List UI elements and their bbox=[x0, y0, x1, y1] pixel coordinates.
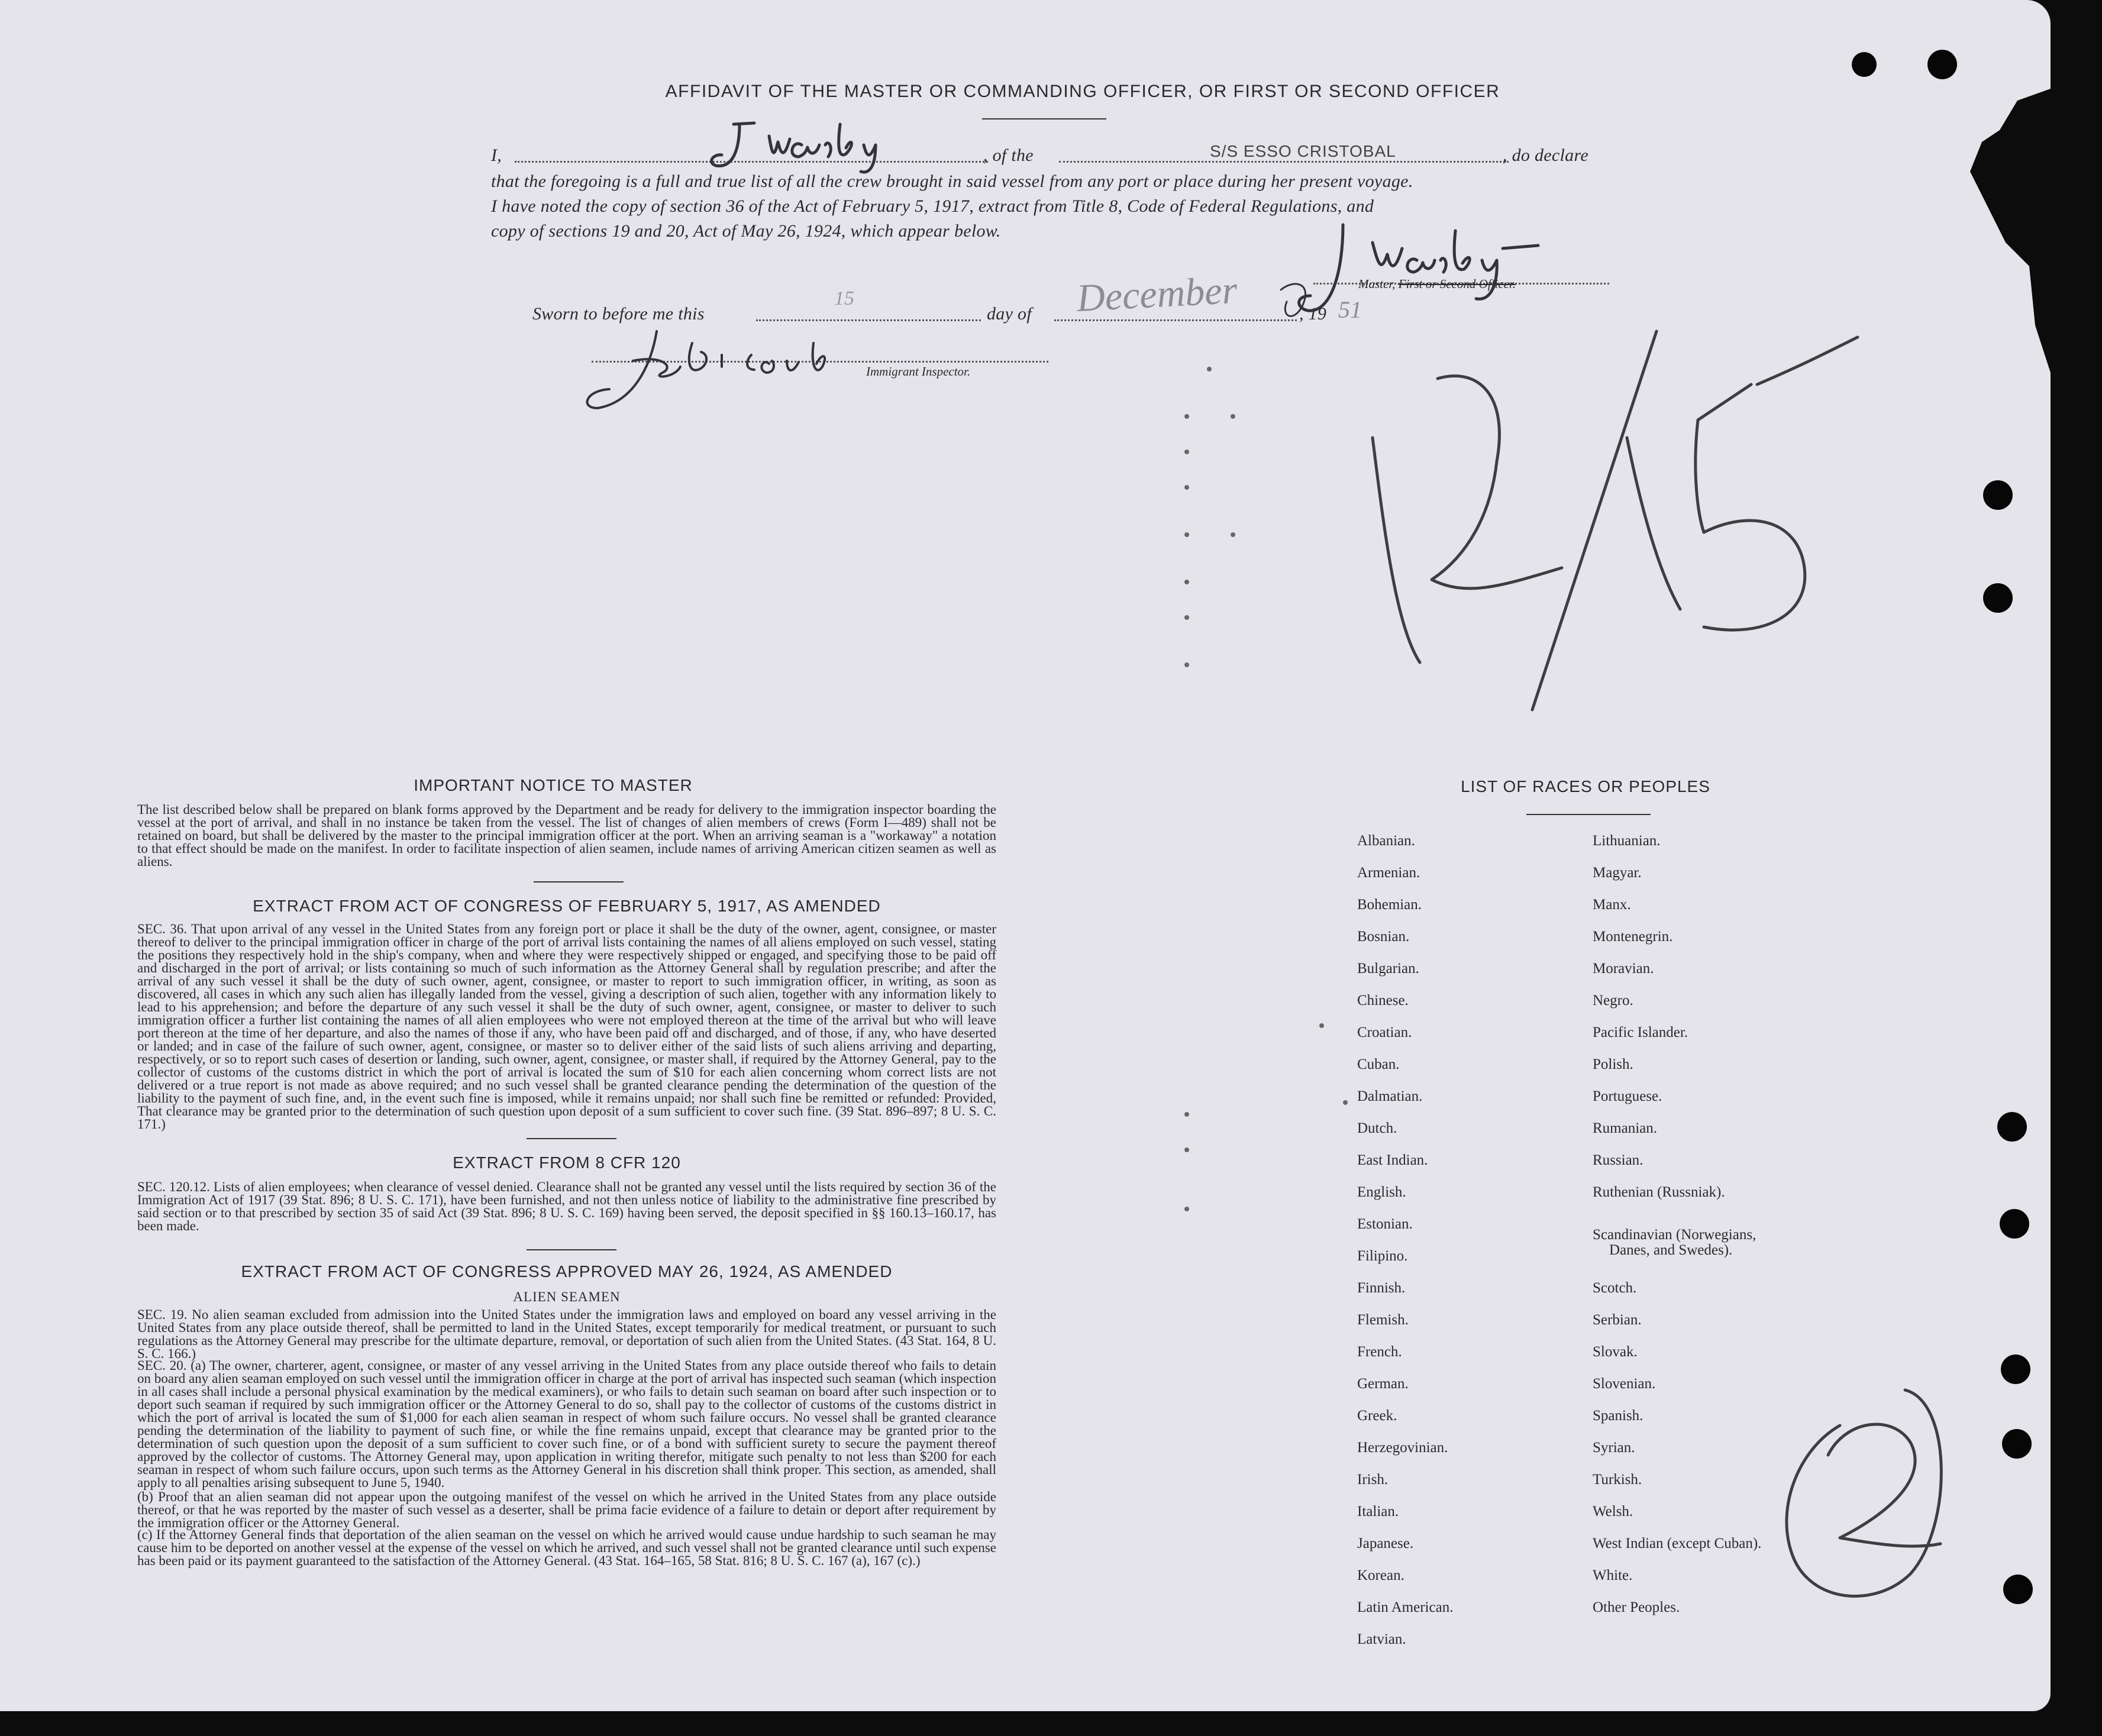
extract-1917-body: SEC. 36. That upon arrival of any vessel in the United States from any foreign port or place it shall be the duty of the owner, agent, consignee, or master thereof to deliver to the principal immigration officer in charge of the port of arrival lists containing the names of all aliens employed on such vessel, stating the positions they respectively hold in the ship's company, when and where they were respectively shipped or engaged, and specifying those to be paid off and discharged in the port of arrival; or lists containing so much of such information as the Attorney General shall by regulation prescribe; and after the arrival of any such vessel it shall be the duty of such owner, agent, consignee, or master to report to such immigration officer, in writing, as soon as discovered, all cases in which any such alien has illegally landed from the vessel, giving a description of such alien, together with any information likely to lead to his apprehension; and before the departure of any such vessel it shall be the duty of such owner, agent, consignee, or master to deliver to such immigration officer a further list containing the names of all alien employees who were not employed thereon at the time of the arrival but who will leave port thereon at the time of her departure, and also the names of those if any, who have been paid off and discharged, and of those, if any, who have deserted or landed; and in case of the failure of such owner, agent, consignee, or master so to deliver either of the said lists of such aliens arriving and departing, respectively, or so to report such cases of desertion or landing, such owner, agent, consignee, or master shall, if required by the Attorney General, pay to the collector of customs of the customs district in which the port of arrival is located the sum of $10 for each alien concerning whom correct lists are not delivered or a true report is not made as above required; and no such vessel shall be granted clearance pending the determination of the question of the liability to the payment of such fine, and, in the event such fine is imposed, while it remains unpaid; nor shall such fine be remitted or refunded: Provided, That clearance may be granted prior to the determination of such question upon deposit of a sum sufficient to cover such fine. (39 Stat. 896–897; 8 U. S. C. 171.) bbox=[137, 922, 996, 1132]
races-title: LIST OF RACES OR PEOPLES bbox=[1461, 777, 1710, 796]
section-rule bbox=[527, 1138, 616, 1139]
race-left: Bulgarian. bbox=[1357, 961, 1419, 977]
pin-dot bbox=[1184, 450, 1189, 454]
sworn-label: Sworn to before me this bbox=[532, 304, 705, 324]
race-right: Rumanian. bbox=[1593, 1120, 1658, 1136]
punch-hole bbox=[2001, 1354, 2030, 1384]
race-left: French. bbox=[1357, 1344, 1402, 1360]
race-right: Welsh. bbox=[1593, 1504, 1633, 1520]
race-right: West Indian (except Cuban). bbox=[1593, 1535, 1762, 1551]
race-right: Syrian. bbox=[1593, 1440, 1635, 1456]
date-mark-12-15 bbox=[1349, 319, 1875, 733]
races-title-rule bbox=[1526, 814, 1651, 815]
race-left: Korean. bbox=[1357, 1567, 1404, 1583]
race-right: Montenegrin. bbox=[1593, 929, 1673, 945]
race-right: Lithuanian. bbox=[1593, 833, 1661, 849]
race-right: Manx. bbox=[1593, 897, 1631, 913]
race-left: German. bbox=[1357, 1376, 1409, 1392]
sworn-day-value: 15 bbox=[834, 287, 854, 309]
race-left: Filipino. bbox=[1357, 1248, 1408, 1264]
sworn-day-of-label: day of bbox=[987, 304, 1032, 324]
pin-dot bbox=[1319, 1023, 1324, 1028]
sworn-year-label: , 19 bbox=[1299, 304, 1327, 324]
race-left: Dutch. bbox=[1357, 1120, 1397, 1136]
race-left: English. bbox=[1357, 1184, 1406, 1200]
pin-dot bbox=[1184, 485, 1189, 490]
race-left: Flemish. bbox=[1357, 1312, 1409, 1328]
punch-hole bbox=[1983, 480, 2013, 510]
race-right: White. bbox=[1593, 1567, 1633, 1583]
inspector-signature bbox=[574, 319, 858, 420]
punch-hole bbox=[2002, 1429, 2032, 1459]
notice-title: IMPORTANT NOTICE TO MASTER bbox=[414, 776, 693, 794]
punch-hole bbox=[1927, 50, 1957, 79]
sworn-year-value: 51 bbox=[1338, 296, 1362, 323]
punch-hole bbox=[1983, 583, 2013, 613]
sworn-month-value: December bbox=[1076, 268, 1238, 321]
race-right: Ruthenian (Russniak). bbox=[1593, 1184, 1725, 1200]
master-signature bbox=[1278, 213, 1568, 325]
vessel-name-line bbox=[1059, 161, 1509, 163]
master-signature-top bbox=[698, 112, 923, 177]
pin-dot bbox=[1207, 367, 1212, 371]
extract-1917-title: EXTRACT FROM ACT OF CONGRESS OF FEBRUARY 5, 1917, AS AMENDED bbox=[253, 897, 881, 915]
race-right: Other Peoples. bbox=[1593, 1599, 1680, 1615]
affidavit-line-3: I have noted the copy of section 36 of the Act of February 5, 1917, extract from Title 8, Code of Federal Regulations, and bbox=[491, 196, 1374, 216]
race-right: Pacific Islander. bbox=[1593, 1024, 1688, 1040]
affidavit-title: AFFIDAVIT OF THE MASTER OR COMMANDING OFFICER, OR FIRST OR SECOND OFFICER bbox=[665, 82, 1500, 101]
officer-label-struck: First or Second Officer. bbox=[1398, 277, 1516, 291]
race-left: Dalmatian. bbox=[1357, 1088, 1423, 1104]
race-right: Spanish. bbox=[1593, 1408, 1644, 1424]
cfr-body: SEC. 120.12. Lists of alien employees; when clearance of vessel denied. Clearance shall not be granted any vessel until the lists required by section 36 of the Immigration Act of 1917 (39 Stat. 896; 8 U. S. C. 171), have been furnished, and not then unless notice of liability to the administrative fine prescribed by said section or to that prescribed by section 35 of said Act (39 Stat. 896; 8 U. S. C. 169) having been served, the deposit specified in §§ 160.13–160.17, has been made. bbox=[137, 1179, 996, 1233]
pin-dot bbox=[1184, 662, 1189, 667]
race-left: Croatian. bbox=[1357, 1024, 1412, 1040]
pin-dot bbox=[1184, 414, 1189, 419]
extract-1924-title: EXTRACT FROM ACT OF CONGRESS APPROVED MAY 26, 1924, AS AMENDED bbox=[241, 1262, 893, 1281]
notice-body: The list described below shall be prepared on blank forms approved by the Department and be ready for delivery to the immigration inspector boarding the vessel at the port of arrival, and shall in no instance be taken from the vessel. The list of changes of alien members of crews (Form I—489) shall not be retained on board, but shall be delivered by the master to the principal immigration officer at the port. When an arriving seaman is a "workaway" a notation to that effect should be made on the manifest. In order to facilitate inspection of alien seamen, include names of arriving American citizen seamen as well as aliens. bbox=[137, 802, 996, 869]
race-left: Herzegovinian. bbox=[1357, 1440, 1448, 1456]
pin-dot bbox=[1184, 1112, 1189, 1117]
race-right: Turkish. bbox=[1593, 1472, 1642, 1488]
race-right: Slovenian. bbox=[1593, 1376, 1656, 1392]
master-label-text: Master, bbox=[1358, 277, 1396, 291]
race-left: Bohemian. bbox=[1357, 897, 1422, 913]
race-right: Slovak. bbox=[1593, 1344, 1638, 1360]
race-left: Finnish. bbox=[1357, 1280, 1406, 1296]
race-left: Latin American. bbox=[1357, 1599, 1454, 1615]
race-right: Moravian. bbox=[1593, 961, 1654, 977]
cfr-title: EXTRACT FROM 8 CFR 120 bbox=[453, 1153, 681, 1172]
race-left: Japanese. bbox=[1357, 1535, 1414, 1551]
section-rule bbox=[534, 881, 624, 882]
pin-dot bbox=[1184, 1147, 1189, 1152]
affidavit-of-label: , of the bbox=[983, 146, 1034, 165]
vessel-name-value: S/S ESSO CRISTOBAL bbox=[1210, 142, 1396, 160]
race-right: Danes, and Swedes). bbox=[1609, 1242, 1733, 1258]
pin-dot bbox=[1184, 532, 1189, 537]
race-left: Greek. bbox=[1357, 1408, 1397, 1424]
affidavit-declare-label: , do declare bbox=[1503, 146, 1588, 165]
extract-1924-sec20b: (b) Proof that an alien seaman did not appear upon the outgoing manifest of the vessel on which he arrived in the United States from any place outside thereof, or that he was reported by the master of such vessel as a deserter, shall be prima facie evidence of a failure to detain or deport after requirement by the immigration officer or the Attorney General. bbox=[137, 1489, 996, 1530]
race-left: Italian. bbox=[1357, 1504, 1399, 1520]
affidavit-line-4: copy of sections 19 and 20, Act of May 26, 1924, which appear below. bbox=[491, 221, 1001, 241]
race-right: Negro. bbox=[1593, 993, 1633, 1008]
race-right: Serbian. bbox=[1593, 1312, 1642, 1328]
pin-dot bbox=[1184, 580, 1189, 584]
race-right: Scotch. bbox=[1593, 1280, 1637, 1296]
race-left: Armenian. bbox=[1357, 865, 1420, 881]
pin-dot bbox=[1184, 615, 1189, 620]
extract-1924-sec19: SEC. 19. No alien seaman excluded from admission into the United States under the immigration laws and employed on board any vessel arriving in the United States from any place outside thereof, shall be permitted to land in the United States, except temporarily for medical treatment, or pursuant to such regulations as the Attorney General may prescribe for the ultimate departure, removal, or deportation of such alien from the United States. (43 Stat. 164, 8 U. S. C. 166.) bbox=[137, 1307, 996, 1361]
punch-hole bbox=[1852, 52, 1877, 77]
pin-dot bbox=[1231, 414, 1235, 419]
race-right: Scandinavian (Norwegians, bbox=[1593, 1227, 1756, 1243]
section-rule bbox=[527, 1249, 616, 1250]
race-left: Irish. bbox=[1357, 1472, 1389, 1488]
title-rule bbox=[982, 118, 1106, 119]
race-right: Russian. bbox=[1593, 1152, 1644, 1168]
extract-1924-subtitle: ALIEN SEAMEN bbox=[513, 1289, 621, 1304]
race-right: Magyar. bbox=[1593, 865, 1642, 881]
race-left: Albanian. bbox=[1357, 833, 1415, 849]
race-left: Estonian. bbox=[1357, 1216, 1413, 1232]
inspector-label: Immigrant Inspector. bbox=[866, 364, 971, 379]
pin-dot bbox=[1231, 532, 1235, 537]
extract-1924-sec20c: (c) If the Attorney General finds that deportation of the alien seaman on the vessel on which he arrived would cause undue hardship to such seaman he may cause him to be deported on another vessel at the expense of the vessel on which he arrived, and such vessel shall not be granted clearance until such expense has been paid or its payment guaranteed to the satisfaction of the Attorney General. (43 Stat. 164–165, 58 Stat. 816; 8 U. S. C. 167 (a), 167 (c).) bbox=[137, 1527, 996, 1568]
race-right: Polish. bbox=[1593, 1056, 1633, 1072]
affidavit-i-label: I, bbox=[491, 146, 502, 165]
race-left: Bosnian. bbox=[1357, 929, 1410, 945]
punch-hole bbox=[2000, 1209, 2029, 1239]
pin-dot bbox=[1184, 1207, 1189, 1211]
race-left: Latvian. bbox=[1357, 1631, 1406, 1647]
circled-number-2 bbox=[1775, 1378, 1958, 1609]
pin-dot bbox=[1343, 1100, 1348, 1105]
race-left: Chinese. bbox=[1357, 993, 1409, 1008]
extract-1924-sec20a: SEC. 20. (a) The owner, charterer, agent, consignee, or master of any vessel arriving in the United States from any place outside thereof who fails to detain on board any alien seaman employed on such vessel until the immigration officer in charge at the port of arrival has inspected such seaman (which inspection in all cases shall include a personal physical examination by the medical examiners), or who fails to detain such seaman on board after such inspection or to deport such seaman if required by such immigration officer or the Attorney General to do so, shall pay to the collector of customs of the customs district in which the port of arrival is located the sum of $1,000 for each alien seaman in respect of whom such failure occurs. No vessel shall be granted clearance pending the determination of the liability to payment of such fine, or while the fine remains unpaid, except that clearance may be granted prior to the determination of such question upon the deposit of a sum sufficient to cover such fine, or of a bond with sufficient surety to secure the payment thereof approved by the collector of customs. The Attorney General may, upon application in writing therefor, mitigate such penalty to not less than $200 for each seaman in respect of whom such failure occurs, upon such terms as the Attorney General in his discretion shall think proper. This section, as amended, shall apply to all penalties arising subsequent to June 5, 1940. bbox=[137, 1358, 996, 1490]
torn-edge bbox=[1946, 89, 2051, 384]
punch-hole bbox=[2003, 1575, 2033, 1604]
race-left: Cuban. bbox=[1357, 1056, 1400, 1072]
race-left: East Indian. bbox=[1357, 1152, 1428, 1168]
affidavit-line-2: that the foregoing is a full and true list of all the crew brought in said vessel from any port or place during her present voyage. bbox=[491, 172, 1413, 191]
punch-hole bbox=[1997, 1112, 2027, 1142]
race-right: Portuguese. bbox=[1593, 1088, 1662, 1104]
